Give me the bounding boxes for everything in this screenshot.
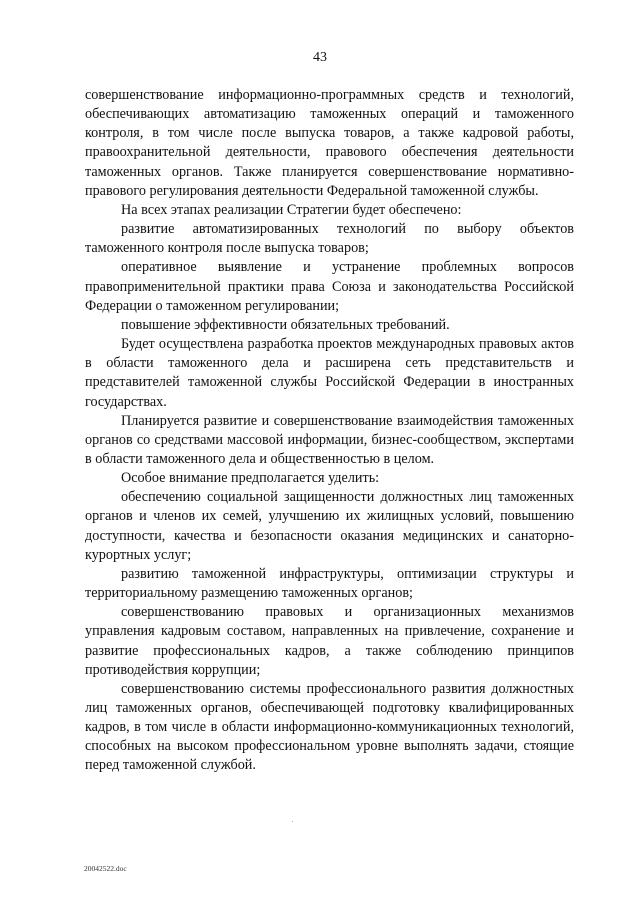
document-body bbox=[85, 86, 574, 776]
paragraph: совершенствование информационно-программных средств и технологий, обеспечивающих автоматизацию таможенных операций и таможенного контроля, в том числе после выпуска товаров, а также кадровой работы, правоохранительной деятельности, правового обеспечения деятельности таможенных органов. Также планируется совершенствование нормативно-правового регулирования деятельности Федеральной таможенной службы. bbox=[85, 87, 574, 199]
paragraph: Будет осуществлена разработка проектов международных правовых актов в области таможенного дела и расширена сеть представительств и представителей таможенной службы Российской Федерации в иностранных государствах. bbox=[85, 336, 574, 410]
list-item: обеспечению социальной защищенности должностных лиц таможенных органов и членов их семей, улучшению их жилищных условий, повышению доступности, качества и безопасности оказания медицинских и санаторно-курортных услуг; bbox=[85, 489, 574, 563]
list-item: развитие автоматизированных технологий по выбору объектов таможенного контроля после выпуска товаров; bbox=[85, 221, 574, 257]
paragraph: Особое внимание предполагается уделить: bbox=[121, 470, 380, 487]
list-item: оперативное выявление и устранение проблемных вопросов правоприменительной практики права Союза и законодательства Российской Федерации о таможенном регулировании; bbox=[85, 259, 574, 314]
paragraph: На всех этапах реализации Стратегии будет обеспечено: bbox=[121, 201, 462, 218]
file-name-footer: 20042522.doc bbox=[84, 864, 127, 873]
list-item: совершенствованию системы профессионального развития должностных лиц таможенных органов, обеспечивающей подготовку квалифицированных кадров, в том числе в области информационно-коммуникационных технологий, способных на высоком профессиональном уровне выполнять задачи, стоящие перед таможенной службой. bbox=[85, 680, 574, 774]
list-item: совершенствованию правовых и организационных механизмов управления кадровым составом, направленных на привлечение, сохранение и развитие профессиональных кадров, а также соблюдению принципов противодействия коррупции; bbox=[85, 604, 574, 678]
scan-speck bbox=[292, 821, 293, 822]
list-item: развитию таможенной инфраструктуры, оптимизации структуры и территориальному размещению таможенных органов; bbox=[85, 565, 574, 602]
page-number: 43 bbox=[313, 50, 327, 65]
list-item: повышение эффективности обязательных требований. bbox=[121, 316, 450, 333]
paragraph: Планируется развитие и совершенствование взаимодействия таможенных органов со средствами массовой информации, бизнес-сообществом, экспертами в области таможенного дела и общественностью в целом. bbox=[85, 412, 574, 467]
